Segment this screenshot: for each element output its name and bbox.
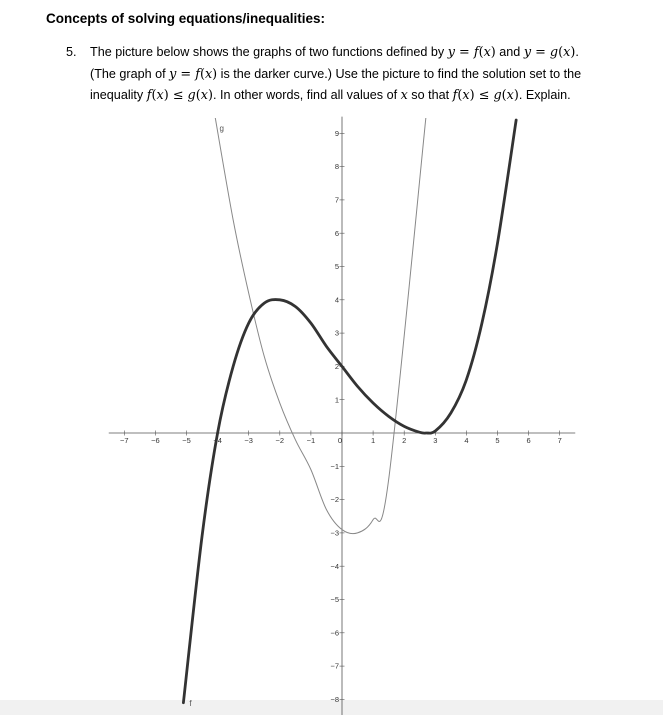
text: (The graph of: [90, 66, 170, 81]
series-g-curve: [214, 113, 425, 533]
math-var: f: [195, 66, 200, 82]
y-tick-label: 5: [334, 262, 339, 272]
text: and: [495, 45, 524, 59]
math-var: f: [452, 88, 458, 103]
x-tick-label: −5: [182, 436, 191, 445]
math-var: y: [523, 45, 532, 60]
math-var: x: [400, 88, 408, 103]
x-tick-label: 0: [337, 436, 343, 445]
math-paren: (: [478, 45, 484, 60]
y-tick-label: −6: [330, 628, 339, 638]
math-op: ≤: [474, 88, 494, 103]
series-f-label: f: [189, 699, 192, 708]
math-op: =: [176, 66, 196, 82]
math-var: g: [493, 88, 502, 103]
x-tick-label: −6: [151, 436, 160, 445]
math-op: =: [454, 45, 474, 60]
x-tick-label: −4: [213, 436, 222, 445]
x-tick-label: −1: [306, 436, 316, 445]
math-var: f: [146, 88, 152, 103]
problem-number: 5.: [66, 45, 77, 59]
y-tick-label: 2: [334, 362, 339, 371]
y-tick-label: 9: [334, 128, 339, 138]
math-var: g: [187, 88, 196, 103]
math-paren: (: [558, 45, 564, 60]
math-var: x: [506, 88, 514, 103]
math-var: x: [200, 88, 208, 103]
y-tick-label: 7: [334, 195, 339, 205]
y-tick-label: 4: [334, 295, 339, 305]
math-paren: ): [207, 88, 213, 103]
y-tick-label: 6: [334, 228, 339, 238]
y-tick-label: −4: [330, 561, 339, 571]
x-tick-label: −2: [275, 436, 285, 445]
text: .: [575, 45, 579, 59]
y-tick-label: 8: [334, 162, 339, 172]
math-paren: ): [212, 66, 218, 82]
math-var: y: [447, 45, 455, 60]
x-tick-label: −7: [120, 436, 129, 445]
x-tick-label: 2: [402, 436, 407, 445]
text: is the darker curve.) Use the picture to find the solution set to the: [217, 66, 582, 81]
math-var: g: [549, 45, 559, 60]
series-f-curve: [183, 120, 516, 703]
math-paren: (: [199, 66, 205, 82]
y-tick-label: −7: [330, 661, 339, 671]
math-paren: (: [195, 88, 201, 103]
text: so that: [407, 88, 453, 102]
math-var: f: [473, 45, 479, 60]
y-tick-label: −8: [330, 695, 339, 704]
y-tick-label: 3: [334, 328, 339, 338]
section-heading: Concepts of solving equations/inequalities:: [46, 11, 326, 26]
text: inequality: [90, 88, 147, 102]
y-tick-label: −5: [330, 595, 339, 605]
math-paren: ): [570, 45, 576, 60]
math-paren: ): [490, 45, 496, 60]
text: . In other words, find all values of: [212, 88, 401, 102]
text: The picture below shows the graphs of two functions defined by: [90, 45, 448, 59]
math-var: x: [204, 66, 213, 82]
y-tick-label: 1: [334, 395, 339, 405]
math-op: =: [531, 45, 550, 60]
y-tick-label: −3: [330, 528, 339, 538]
x-tick-label: 3: [433, 436, 438, 445]
y-tick-label: −1: [330, 461, 339, 471]
math-paren: ): [513, 88, 519, 103]
math-var: x: [462, 88, 470, 103]
math-var: y: [169, 66, 177, 82]
x-tick-label: 1: [371, 436, 376, 445]
math-paren: ): [163, 88, 169, 103]
x-tick-label: 5: [495, 436, 500, 445]
x-tick-label: 7: [557, 436, 562, 445]
math-var: x: [156, 88, 164, 103]
math-paren: (: [501, 88, 507, 103]
series-g-label: g: [219, 124, 224, 133]
x-tick-label: −3: [244, 436, 253, 445]
math-var: x: [563, 45, 571, 60]
math-var: x: [483, 45, 491, 60]
math-op: ≤: [168, 88, 188, 103]
math-paren: (: [457, 88, 463, 103]
text: . Explain.: [518, 88, 571, 102]
x-tick-label: 4: [464, 436, 469, 445]
math-paren: ): [469, 88, 475, 103]
y-tick-label: −2: [330, 495, 339, 505]
math-paren: (: [151, 88, 157, 103]
plot-area: [183, 113, 516, 702]
x-tick-label: 6: [526, 436, 531, 445]
